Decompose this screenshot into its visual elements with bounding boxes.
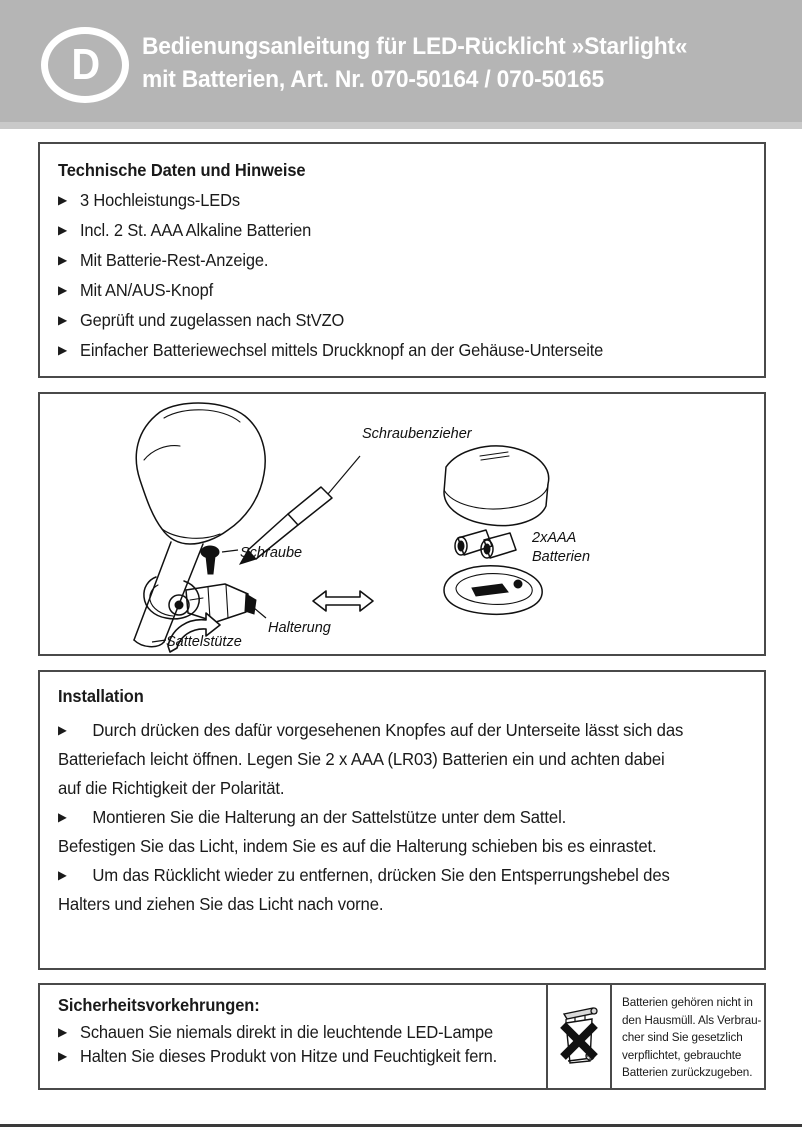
figure-label-bracket: Halterung: [268, 620, 331, 636]
lamp-base-illustration: [444, 566, 542, 615]
triangle-bullet-icon: ▶: [58, 253, 68, 267]
installation-step: [58, 803, 727, 861]
figure-label-screw: Schraube: [240, 545, 303, 561]
list-item-label: Mit AN/AUS-Knopf: [80, 280, 214, 300]
list-item: [58, 1046, 546, 1066]
list-item-label: Incl. 2 St. AAA Alkaline Batterien: [80, 220, 312, 240]
installation-section: [38, 670, 766, 970]
safety-title: Sicherheitsvorkehrungen:: [58, 995, 260, 1015]
bracket-illustration: [169, 584, 256, 622]
installation-diagram-section: [38, 392, 766, 656]
figure-label-seatpost: Sattelstütze: [166, 634, 242, 650]
disposal-note-line: Batterien gehören nicht in: [622, 995, 753, 1009]
triangle-bullet-icon: ▶: [58, 1025, 68, 1039]
list-item: [58, 220, 637, 240]
list-item: [58, 280, 637, 300]
triangle-bullet-icon: ▶: [58, 283, 68, 297]
country-code-ring: [41, 27, 129, 103]
crossed-out-wheelie-bin-icon: [557, 999, 601, 1075]
installation-step-line: Batteriefach leicht öffnen. Legen Sie 2 x AAA (LR03) Batterien ein und achten dabei: [58, 749, 665, 769]
safety-instructions: [40, 985, 546, 1088]
list-item-label: 3 Hochleistungs-LEDs: [80, 190, 240, 210]
installation-step-line: Durch drücken des dafür vorgesehenen Knopfes auf der Unterseite lässt sich das: [92, 720, 684, 740]
installation-step-line: Montieren Sie die Halterung an der Sattelstütze unter dem Sattel.: [92, 807, 567, 827]
disposal-icon-cell: [546, 985, 612, 1088]
header-title-line-2: mit Batterien, Art. Nr. 070-50164 / 070-50165: [142, 66, 604, 93]
lamp-housing-illustration: [444, 446, 549, 526]
installation-step-line: Befestigen Sie das Licht, indem Sie es auf die Halterung schieben bis es einrastet.: [58, 836, 657, 856]
installation-step-line: Um das Rücklicht wieder zu entfernen, drücken Sie den Entsperrungshebel des: [92, 865, 670, 885]
triangle-bullet-icon: ▶: [58, 1049, 68, 1063]
header-title-line-1: Bedienungsanleitung für LED-Rücklicht »Starlight«: [142, 33, 688, 60]
list-item: [58, 190, 637, 210]
triangle-bullet-icon: ▶: [58, 313, 68, 327]
footer-rule: [0, 1124, 802, 1127]
country-code-letter: D: [71, 40, 99, 89]
list-item-label: Mit Batterie-Rest-Anzeige.: [80, 250, 269, 270]
list-item: [58, 250, 637, 270]
disposal-note-line: den Hausmüll. Als Verbrau-: [622, 1012, 762, 1027]
technical-data-list: [58, 190, 637, 370]
country-code-badge: [38, 26, 132, 104]
screw-illustration: [201, 546, 219, 574]
triangle-bullet-icon: ▶: [58, 193, 68, 207]
list-item: [58, 1022, 546, 1042]
triangle-bullet-icon: ▶: [58, 810, 67, 824]
installation-step: [58, 716, 727, 803]
figure-label-screwdriver: Schraubenzieher: [362, 426, 472, 442]
installation-step-line: auf die Richtigkeit der Polarität.: [58, 778, 285, 798]
installation-step-line: Halters und ziehen Sie das Licht nach vorne.: [58, 894, 384, 914]
header-title-block: [142, 30, 782, 96]
list-item-label: Halten Sie dieses Produkt von Hitze und Feuchtigkeit fern.: [80, 1046, 498, 1066]
list-item-label: Geprüft und zugelassen nach StVZO: [80, 310, 345, 330]
triangle-bullet-icon: ▶: [58, 723, 67, 737]
list-item-label: Einfacher Batteriewechsel mittels Druckknopf an der Gehäuse-Unterseite: [80, 340, 604, 360]
installation-title: Installation: [58, 686, 144, 706]
disposal-note-line: verpflichtet, gebrauchte: [622, 1047, 742, 1062]
saddle-illustration: [136, 403, 265, 544]
disposal-note-line: cher sind Sie gesetzlich: [622, 1030, 743, 1045]
installation-list: [58, 716, 758, 919]
list-item-label: Schauen Sie niemals direkt in die leuchtende LED-Lampe: [80, 1022, 494, 1042]
battery-disposal-note: [612, 985, 773, 1088]
triangle-bullet-icon: ▶: [58, 343, 68, 357]
installation-step: [58, 861, 727, 919]
figure-label-batteries-line2: Batterien: [532, 549, 591, 565]
technical-data-section: [38, 142, 766, 378]
assembly-arrow-icon: [313, 591, 373, 611]
aaa-batteries-illustration: [455, 530, 516, 558]
triangle-bullet-icon: ▶: [58, 223, 68, 237]
figure-label-batteries-line1: 2xAAA: [532, 530, 577, 546]
page-header: [0, 0, 802, 122]
safety-section: [38, 983, 766, 1090]
list-item: [58, 310, 637, 330]
technical-data-title: Technische Daten und Hinweise: [58, 160, 306, 180]
list-item: [58, 340, 637, 360]
installation-diagram: [40, 394, 764, 654]
disposal-note-line: Batterien zurückzugeben.: [622, 1065, 753, 1080]
header-underline: [0, 122, 802, 129]
triangle-bullet-icon: ▶: [58, 868, 67, 882]
